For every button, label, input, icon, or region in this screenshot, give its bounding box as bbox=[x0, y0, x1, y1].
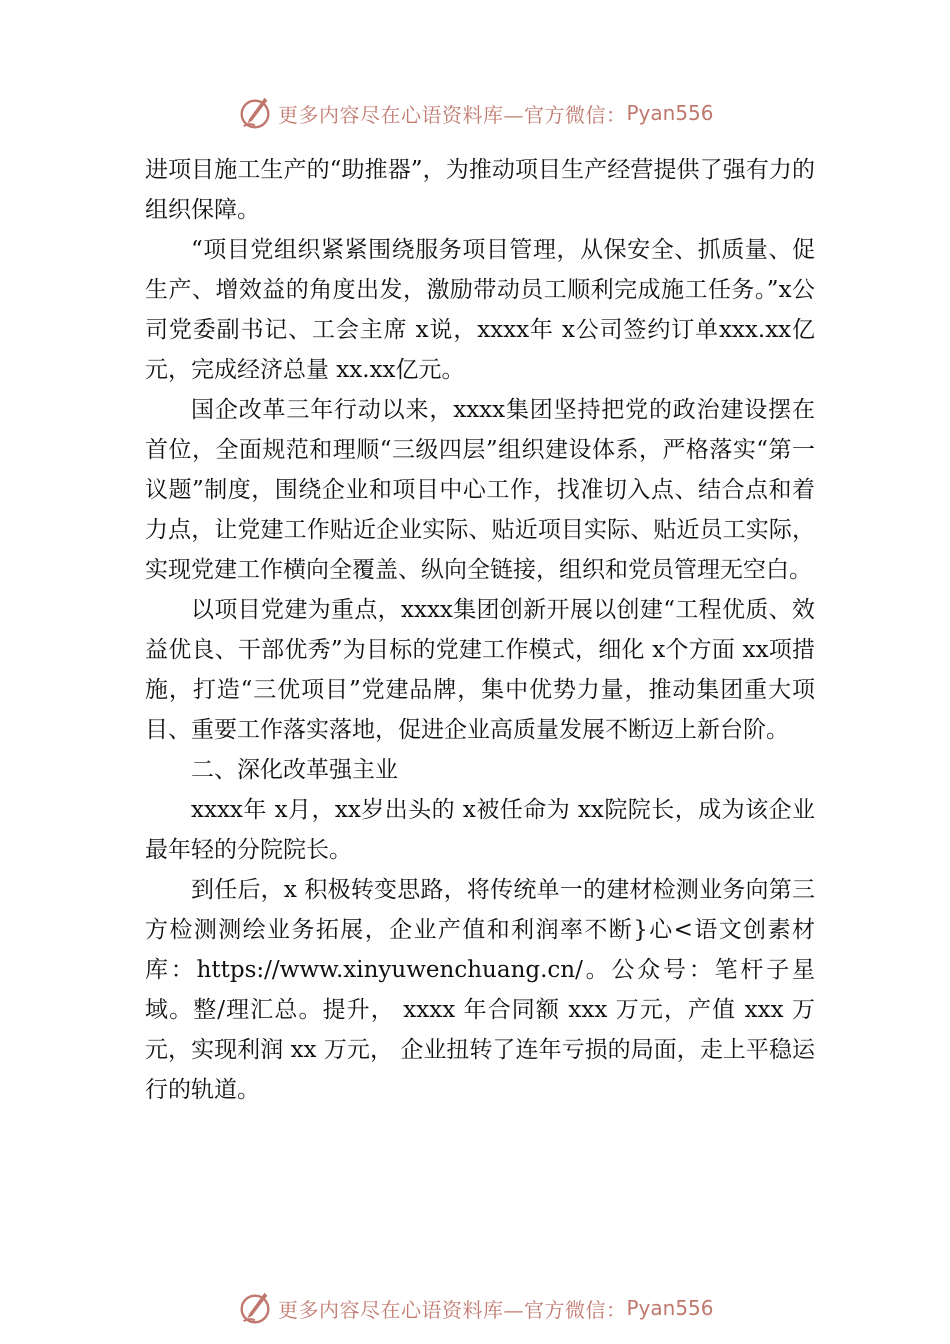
paragraph-1: 进项目施工生产的“助推器”，为推动项目生产经营提供了强有力的组织保障。 bbox=[145, 157, 815, 223]
paragraph-3: 国企改革三年行动以来，xxxx集团坚持把党的政治建设摆在首位，全面规范和理顺“三级四层”组织建设体系，严格落实“第一议题”制度，围绕企业和项目中心工作，找准切入点、结合点和着力点，让党建工作贴近企业实际、贴近项目实际、贴近员工实际，实现党建工作横向全覆盖、纵向全链接，组织和党员管理无空白。 bbox=[145, 397, 815, 583]
paragraph-6: 到任后，x 积极转变思路，将传统单一的建材检测业务向第三方检测测绘业务拓展，企业产值和利润率不断}心<语文创素材库：https://www.xinyuwenchuang.cn/。公众号：笔杆子星域。整/理汇总。提升， xxxx 年合同额 xxx 万元，产值 xxx 万元，实现利润 xx 万元， 企业扭转了连年亏损的局面，走上平稳运行的轨道。 bbox=[145, 877, 815, 1103]
footer-banner bbox=[236, 1288, 714, 1328]
header-banner bbox=[236, 93, 714, 133]
banner-text: 更多内容尽在心语资料库—官方微信： bbox=[278, 102, 627, 127]
paragraph-4: 以项目党建为重点，xxxx集团创新开展以创建“工程优质、效益优良、干部优秀”为目标的党建工作模式，细化 x个方面 xx项措施，打造“三优项目”党建品牌，集中优势力量，推动集团重大项目、重要工作落实落地，促进企业高质量发展不断迈上新台阶。 bbox=[145, 597, 815, 743]
article-body bbox=[145, 150, 815, 1110]
banner-text: 更多内容尽在心语资料库—官方微信： bbox=[278, 1297, 627, 1322]
paragraph-5: xxxx年 x月，xx岁出头的 x被任命为 xx院院长，成为该企业最年轻的分院院长。 bbox=[145, 797, 815, 863]
brush-logo-icon bbox=[236, 1289, 274, 1327]
banner-wechat-id: Pyan556 bbox=[626, 101, 714, 125]
paragraph-2: “项目党组织紧紧围绕服务项目管理，从保安全、抓质量、促生产、增效益的角度出发，激励带动员工顺利完成施工任务。”x公司党委副书记、工会主席 x说，xxxx年 x公司签约订单xxx.xx亿元，完成经济总量 xx.xx亿元。 bbox=[145, 237, 815, 383]
banner-wechat-id: Pyan556 bbox=[626, 1296, 714, 1320]
brush-logo-icon bbox=[236, 94, 274, 132]
section-heading: 二、深化改革强主业 bbox=[191, 757, 398, 783]
